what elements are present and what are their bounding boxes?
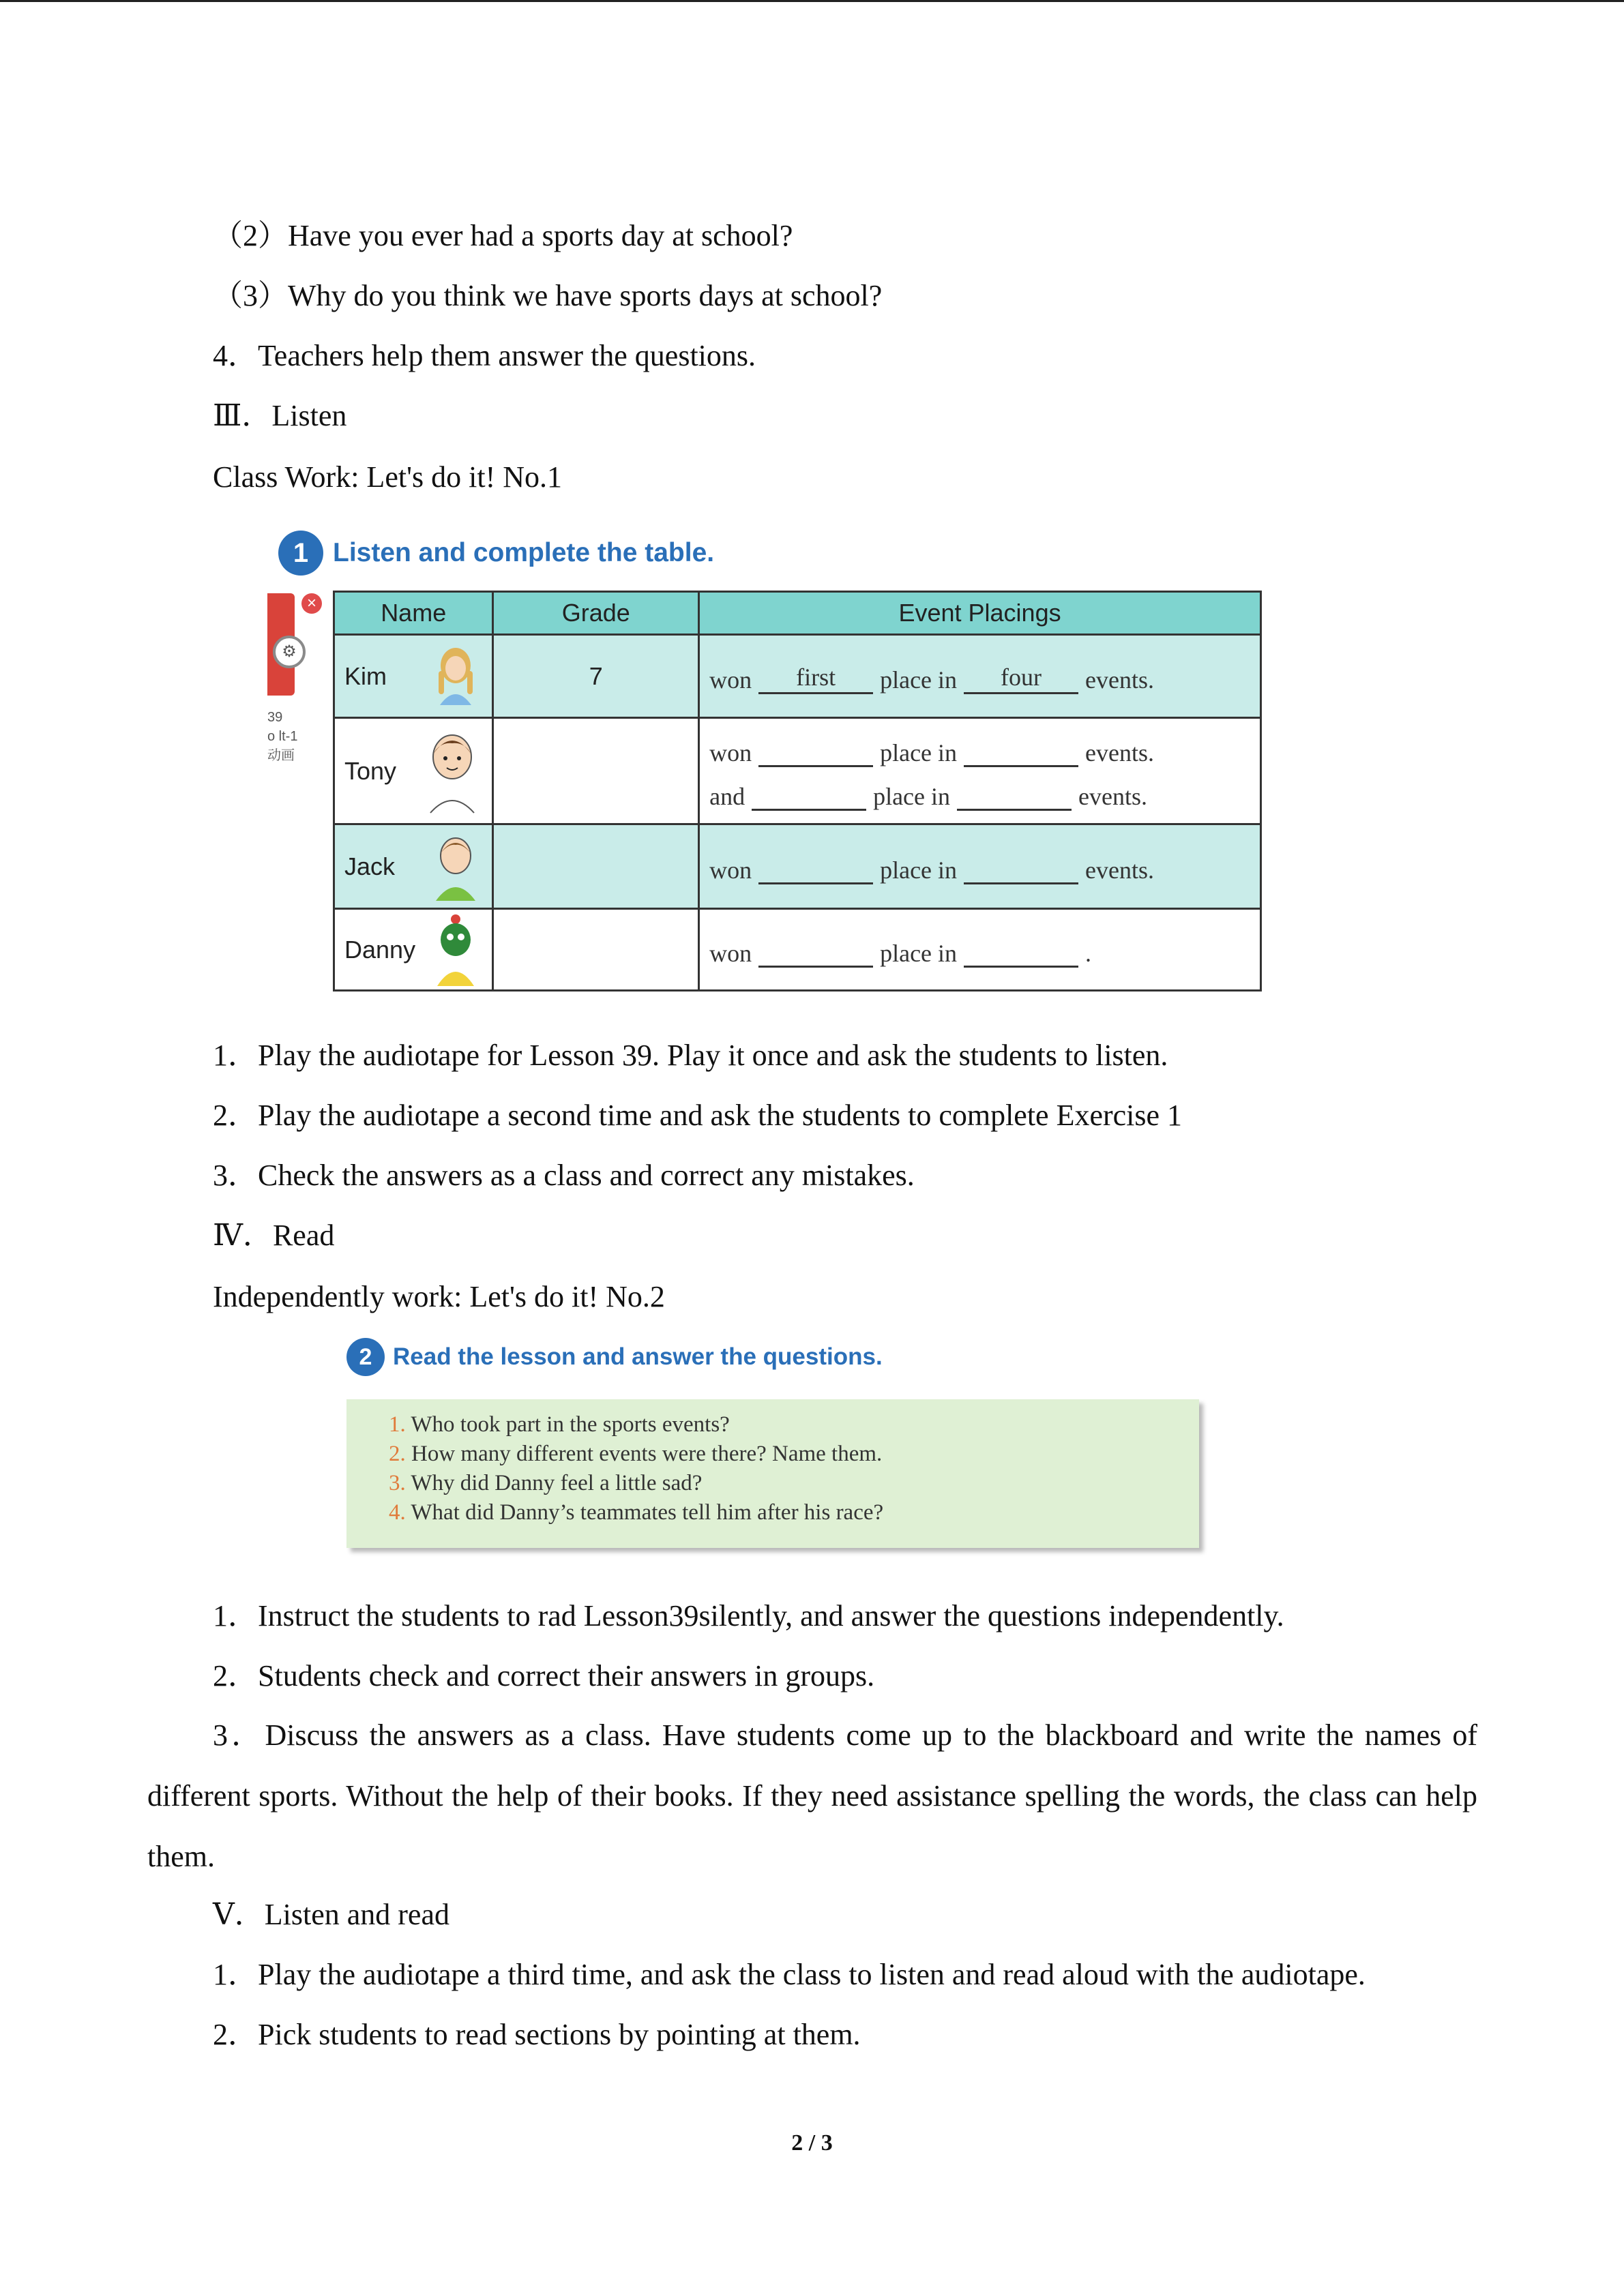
independent-work-heading: Independently work: Let's do it! No.2 <box>213 1280 665 1313</box>
header-name: Name <box>334 592 493 635</box>
list-item: 1. Who took part in the sports events? <box>389 1412 730 1437</box>
grade-cell: 7 <box>493 635 699 718</box>
answer-blank[interactable] <box>957 779 1072 811</box>
header-event-placings: Event Placings <box>699 592 1261 635</box>
figure2-title: Read the lesson and answer the questions. <box>393 1343 883 1370</box>
step-4: 4．Teachers help them answer the questions. <box>213 339 756 372</box>
page-top-border <box>0 0 1624 2</box>
event-cell: won place in events. <box>699 824 1261 909</box>
questions-box <box>346 1399 1199 1548</box>
header-grade: Grade <box>493 592 699 635</box>
section-heading-listen-read: Ⅴ．Listen and read <box>213 1898 449 1931</box>
list-item: 3. Why did Danny feel a little sad? <box>389 1471 703 1495</box>
list-item: 2. How many different events were there? Name them. <box>389 1442 883 1466</box>
close-icon[interactable]: × <box>301 593 322 614</box>
event-cell: won first place in four events. <box>699 635 1261 718</box>
event-cell: won place in events. and place in events. <box>699 718 1261 824</box>
answer-blank[interactable]: four <box>964 662 1078 694</box>
alien-avatar-icon <box>432 912 479 987</box>
listen-step-3: 3．Check the answers as a class and correct any mistakes. <box>213 1159 915 1192</box>
boy-avatar-icon <box>432 831 479 902</box>
event-placings-table <box>333 591 1262 992</box>
gear-icon[interactable]: ⚙ <box>273 636 306 668</box>
read-step-3: 3．Discuss the answers as a class. Have students come up to the blackboard and write the names of different sports. Without the help of their books. If they need assistance spelling the words, the class can help them. <box>147 1718 1477 1873</box>
answer-blank[interactable] <box>758 852 873 884</box>
answer-blank[interactable]: first <box>758 662 873 694</box>
student-name: Danny <box>344 935 416 964</box>
student-name: Kim <box>344 661 387 690</box>
name-cell <box>334 824 493 909</box>
read-step-2: 2．Students check and correct their answers in groups. <box>213 1659 875 1693</box>
figure1-header <box>278 529 714 577</box>
listen-read-step-2: 2．Pick students to read sections by pointing at them. <box>213 2018 861 2051</box>
section-heading-read: Ⅳ．Read <box>213 1219 335 1252</box>
girl-avatar-icon <box>432 644 479 709</box>
classwork-heading: Class Work: Let's do it! No.1 <box>213 460 562 494</box>
list-item: 4. What did Danny’s teammates tell him after his race? <box>389 1500 884 1525</box>
answer-blank[interactable] <box>758 735 873 767</box>
table-row <box>334 635 1261 718</box>
grade-cell <box>493 909 699 991</box>
name-cell <box>334 718 493 824</box>
question-3: （3）Why do you think we have sports days at school? <box>213 279 883 312</box>
page-number: 2 / 3 <box>791 2130 833 2156</box>
grade-cell <box>493 824 699 909</box>
answer-blank[interactable] <box>752 779 866 811</box>
listen-read-step-1: 1．Play the audiotape a third time, and ask the class to listen and read aloud with the audiotape. <box>213 1958 1365 1991</box>
boy-avatar-icon <box>425 727 479 816</box>
player-sidebar <box>267 593 322 771</box>
answer-blank[interactable] <box>964 735 1078 767</box>
name-cell <box>334 909 493 991</box>
read-questions-figure <box>346 1337 1203 1555</box>
exercise-number-badge: 1 <box>278 531 323 576</box>
sidebar-text: 39 o lt-1 动画 <box>267 710 298 763</box>
student-name: Tony <box>344 756 397 785</box>
table-row <box>334 909 1261 991</box>
event-cell: won place in . <box>699 909 1261 991</box>
table-row <box>334 718 1261 824</box>
figure1-title: Listen and complete the table. <box>333 538 715 567</box>
question-2: （2）Have you ever had a sports day at school? <box>213 219 793 252</box>
table-row <box>334 824 1261 909</box>
answer-blank[interactable] <box>964 852 1078 884</box>
figure2-header <box>346 1337 883 1377</box>
listen-step-2: 2．Play the audiotape a second time and ask the students to complete Exercise 1 <box>213 1099 1183 1132</box>
exercise-number-badge: 2 <box>346 1338 385 1376</box>
answer-blank[interactable] <box>964 936 1078 968</box>
grade-cell <box>493 718 699 824</box>
student-name: Jack <box>344 852 396 880</box>
listen-step-1: 1．Play the audiotape for Lesson 39. Play it once and ask the students to listen. <box>213 1039 1168 1072</box>
listen-table-figure <box>267 507 1262 1004</box>
table-header-row <box>334 592 1261 635</box>
section-heading-listen: Ⅲ．Listen <box>213 399 347 432</box>
read-step-1: 1．Instruct the students to rad Lesson39silently, and answer the questions independently. <box>213 1599 1284 1632</box>
name-cell <box>334 635 493 718</box>
answer-blank[interactable] <box>758 936 873 968</box>
